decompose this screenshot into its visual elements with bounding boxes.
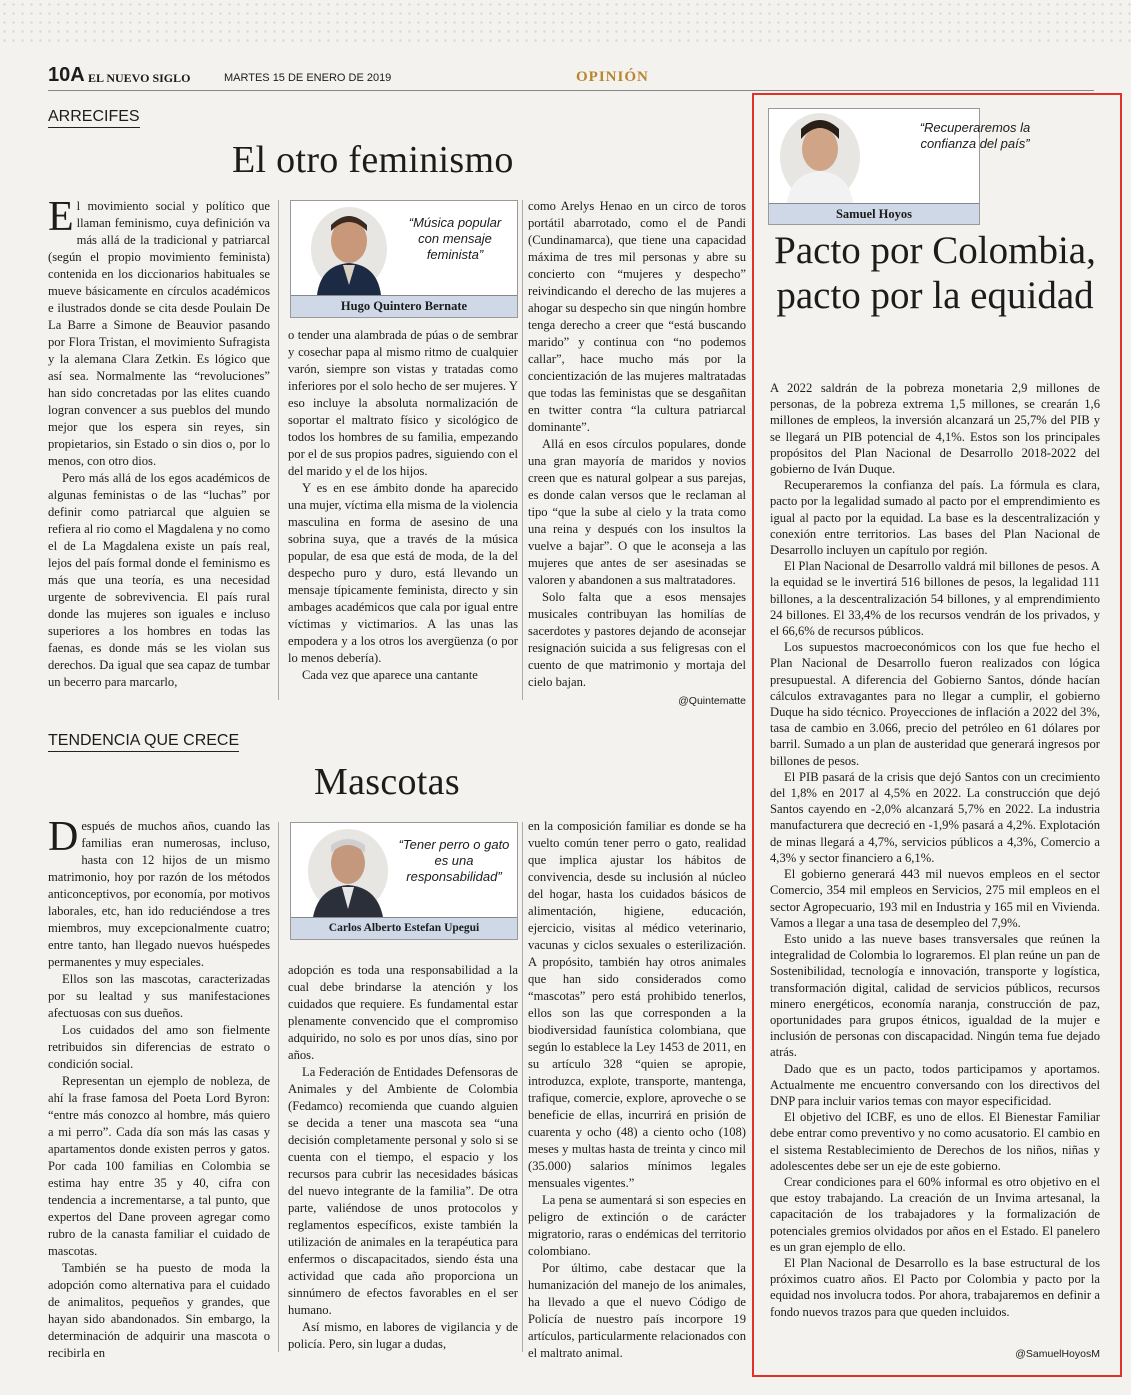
drop-cap: E (48, 194, 74, 240)
article1-col2-p2: Y es en ese ámbito donde ha aparecido una mujer, víctima ella misma de la violencia masculina en forma de asesino de una sobrina suya, que a través de la música popular, de esa que está de moda, de la del despecho puro y duro, está llevando un mensaje típicamente feminista, directo y sin ambages académicos que cala por igual entre víctimas y victimarios. A las unas las empodera y a los otros los avergüenza (o por lo menos debería). (288, 481, 518, 665)
masthead (48, 64, 1094, 91)
article1-col1 (48, 194, 270, 691)
article1-col3 (528, 198, 746, 691)
article1-author: Hugo Quintero Bernate (291, 295, 517, 317)
column-divider (522, 822, 523, 1352)
drop-cap: D (48, 814, 79, 860)
article2-col2 (288, 962, 518, 1353)
article2-col1 (48, 814, 270, 1362)
paper-name: EL NUEVO SIGLO (88, 71, 191, 85)
author-box-2 (290, 822, 518, 940)
article3-credit: @SamuelHoyosM (1015, 1348, 1100, 1360)
author-portrait-1 (307, 205, 391, 295)
article1-col1-p2: Pero más allá de los egos académicos de algunas feministas o de las “luchas” por definir como patriarcal que alguien se refiera al rio como el Magdalena y no como el de La Magdalena existe un país real, lejos del país formal donde el feminismo es más que una teoría, es una necesidad urgente de sobrevivencia. El país rural donde las mujeres son iguales e incluso superiores a los hombres en todas las faenas, es donde más se les violan sus derechos. Da igual que sea capaz de tumbar un becerro para marcarlo, (48, 471, 270, 689)
article2-col1-p5: También se ha puesto de moda la adopción como alternativa para el cuidado de animalitos, pequeños y grandes, que hayan sido abandonados. Sin embargo, la determinación de adquirir una mascota o recibirla en (48, 1261, 270, 1360)
column-divider (278, 200, 279, 700)
page-number: 10A (48, 64, 85, 86)
article2-col1-p3: Los cuidados del amo son fielmente retribuidos sin diferencias de estrato o condición social. (48, 1023, 270, 1071)
article1-col1-p1: El movimiento social y político que llaman feminismo, cuya definición va más allá de la tradicional y patriarcal (según el propio movimiento feminista) contenida en los diccionarios habituales se mueve básicamente en círculos académicos e ilustrados donde se cita desde Poulain De La Barre a Simone de Beauvior pasando por Flora Tristan, el movimiento Sufragista y la alemana Clara Zetkin. Es lógico que así sea. Normalmente las “revoluciones” han sido concretadas por las elites cuando logran convencer a sus pueblos del mundo mejor que los espera sin reyes, sin propietarios, sin Estado o sin dios o, por lo menos, con otro dios. (48, 194, 270, 468)
article2-col2-p1: adopción es toda una responsabilidad a la cual debe brindarse la atención y los cuidados que requiere. Es fundamental estar plenamente convencido que el compromiso adquirido, no solo es por unos días, sino por años. (288, 963, 518, 1062)
article3-body (770, 380, 1100, 1320)
article2-col3-p3: Por último, cabe destacar que la humanización del manejo de los animales, ha llevado a que el nuevo Código de Policía de nuestro país incorpore 19 artículos, particularmente relacionados con el maltrato animal. (528, 1261, 746, 1360)
article3-p4: Los supuestos macroeconómicos con los que fue hecho el Plan Nacional de Desarrollo fueron realizados con lógica presupuestal. A diferencia del Gobierno Santos, dónde hacían cálculos extravagantes para no llegar a cumplir, el gobierno Duque ha sido técnico. Proyecciones de inflación a 2022 del 3%, tasa de cambio en 3.066, precio del petróleo en 61 dólares por barril. Sumado a un plan de austeridad que generará ingresos por billones de pesos. (770, 640, 1100, 768)
article3-p8: Dado que es un pacto, todos participamos y aportamos. Actualmente me encuentro conversando con los directivos del DNP para incluir varios temas con mayor especificidad. (770, 1061, 1100, 1108)
article3-p10: Crear condiciones para el 60% informal es otro objetivo en el que estoy trabajando. La creación de un Invima artesanal, la capacitación de los trabajadores y la formalización de potenciales gremios olvidados por años en el Estado. El panelero es un gran ejemplo de ello. (770, 1174, 1100, 1254)
article3-p9: El objetivo del ICBF, es uno de ellos. El Bienestar Familiar debe entrar como preventivo y no como acusatorio. El cambio en el sistema Restablecimiento de Derechos de los niños, niñas y adolescentes debe ser un eje de este gobierno. (770, 1110, 1100, 1173)
article2-col3 (528, 818, 746, 1362)
article3-quote: “Recuperaremos la confianza del país” (919, 120, 1031, 151)
article2-col3-p1: en la composición familiar es donde se ha vuelto común tener perro o gato, realidad que implica ajustar los hábitos de convivencia, desde su inclusión al núcleo del hogar, hasta los cuidados básicos de alimentación, higiene, educación, ejercicio, visitas al médico veterinario, vacunas y ciclos sexuales o esterilización. A propósito, también hay otros animales que han sido considerados como “mascotas” pero está prohibido tenerlos, ellos son las que corresponden a la biodiversidad faunística colombiana, que según lo establece la Ley 1453 de 2011, en su artículo 328 “quien se apropie, introduzca, explote, transporte, mantenga, trafique, comercie, explore, aproveche o se beneficie de ellas, incurrirá en prisión de cuarenta y ocho (48) a ciento ocho (108) meses y multas hasta de treinta y cinco mil (35.000) salarios mínimos legales mensuales vigentes.” (528, 819, 746, 1190)
article2-col1-p1: Después de muchos años, cuando las familias eran numerosas, incluso, hasta con 12 hijos de un mismo matrimonio, hoy por razón de los métodos anticonceptivos, por economía, por motivos laborales, etc, han ido reduciéndose a tres miembros, muy excepcionalmente cuatro; entre tanto, han llegado nuevos huéspedes permanentes y muy especiales. (48, 814, 270, 969)
article3-p3: El Plan Nacional de Desarrollo valdrá mil billones de pesos. A la equidad se le invertirá 516 billones de pesos, la legalidad 111 billones, a la descentralización 54 billones, y al emprendimiento 24 billones. El 33,4% de los recursos vendrán de los privados, y el 66,6% de recursos públicos. (770, 559, 1100, 639)
article3-p7: Esto unido a las nueve bases transversales que reúnen la integralidad de Colombia lo lograremos. El plan reúne un pan de Sostenibilidad, tecnología e innovación, transporte y logística, transformación digital, calidad de servicios públicos, recursos minero energéticos, economía naranja, construcción de paz, oportunidades para grupos étnicos, igualdad de la mujer e inclusión de personas con discapacidad. Ningún tema fue dejado atrás. (770, 931, 1100, 1060)
article3-p11: El Plan Nacional de Desarrollo es la base estructural de los próximos cuatro años. El Pacto por Colombia y pacto por la equidad nos involucra todos. Por ahora, trabajaremos en definir a fondo nuevos trazos para que queden incluidos. (770, 1255, 1100, 1319)
article2-headline: Mascotas (314, 761, 460, 803)
top-decorative-dots (0, 0, 1131, 48)
article3-headline: Pacto por Colombia, pacto por la equidad (774, 229, 1096, 317)
article2-col2-p2: La Federación de Entidades Defensoras de Animales y del Ambiente de Colombia (Fedamco) recomienda que cuando alguien se decida a tener una mascota sea “una decisión completamente personal y solo si se cuenta con el tiempo, el espacio y los recursos para cubrir las necesidades básicas del nuevo integrante de la familia”. De otra parte, valiéndose de unos protocolos y reglamentos específicos, existe también la utilización de animales en la terapéutica para enfermos o discapacitados, siendo ésta una actividad que cada año proporciona un sinnúmero de efectos favorables en el ser humano. (288, 1065, 518, 1317)
article3-author: Samuel Hoyos (769, 203, 979, 224)
column-divider (278, 822, 279, 1352)
article1-quote: “Música popular con mensaje feminista” (408, 215, 502, 262)
article1-headline: El otro feminismo (232, 139, 514, 181)
article2-kicker: TENDENCIA QUE CRECE (48, 732, 239, 752)
article1-credit: @Quintematte (678, 695, 746, 707)
author-box-1 (290, 200, 518, 318)
article1-col3-p3: Solo falta que a esos mensajes musicales contribuyan las homilías de sacerdotes y pastores dejando de aconsejar resignación suicida a sus feligresas con el cuento de que matrimonio y mortaja del cielo bajan. (528, 590, 746, 689)
article3-p6: El gobierno generará 443 mil nuevos empleos en el sector Comercio, 354 mil empleos en Servicios, 275 mil empleos en el sector Agropecuario, 193 mil en Industria y 165 mil en Vivienda. Vamos a llegar a una tasa de desempleo del 7,9%. (770, 867, 1100, 930)
article2-col1-p4: Representan un ejemplo de nobleza, de ahí la frase famosa del Poeta Lord Byron: “entre más conozco al hombre, más quiero a mi perro”. Cada día son más las casas y apartamentos donde existen perros y gatos. Por cada 100 familias en Colombia se estima hay entre 35 y 40, cifra con tendencia a incrementarse, a tal punto, que expertos del Dane proveen agregar como rubro de la canasta familiar el cuidado de mascotas. (48, 1074, 270, 1258)
author-portrait-3 (777, 111, 863, 203)
article2-col1-p2: Ellos son las mascotas, caracterizadas por su lealtad y sus manifestaciones afectuosas con sus dueños. (48, 972, 270, 1020)
column-divider (522, 200, 523, 700)
article1-col2-p3: Cada vez que aparece una cantante (302, 668, 478, 682)
article2-quote: “Tener perro o gato es una responsabilidad” (398, 837, 510, 884)
article1-kicker: ARRECIFES (48, 108, 140, 128)
article2-author: Carlos Alberto Estefan Upegui (291, 917, 517, 939)
article3-p1: A 2022 saldrán de la pobreza monetaria 2,9 millones de personas, de la pobreza extrema 1,5 millones, se crearán 1,6 millones de empleos, la inversión alcanzará un 25,7% del PIB y se llegará un PIB potencial de 4,1%. Estos son los principales propósitos del Plan Nacional de Desarrollo 2018-2022 del gobierno de Iván Duque. (770, 381, 1100, 477)
article2-col2-p3: Así mismo, en labores de vigilancia y de policía. Pero, sin lugar a dudas, (288, 1320, 518, 1351)
article1-col3-p2: Allá en esos círculos populares, donde una gran mayoría de maridos y novios creen que es natural golpear a sus parejas, es donde calan versos que le reclaman al tipo “que la sube al cielo y la trata como una reina y después con los insultos la vuelve a bajar”. O que le aconseja a las mujeres que antes de ser asesinadas se valoren y abandonen a sus maltratadores. (528, 437, 746, 587)
article2-col3-p2: La pena se aumentará si son especies en peligro de extinción o de carácter migratorio, raras o endémicas del territorio colombiano. (528, 1193, 746, 1258)
section-title: OPINIÓN (576, 69, 649, 85)
article1-col2-p1: o tender una alambrada de púas o de sembrar y cosechar papa al mismo ritmo de cualquier varón, siempre son vistas y tratadas como inferiores por el solo hecho de ser mujeres. Y eso incluye la absoluta normalización de soportar el maltrato físico y sicológico de todos los hombres de su familia, empezando por el de sus propios padres, siguiendo con el del marido y el de los hijos. (288, 328, 518, 478)
issue-date: MARTES 15 DE ENERO DE 2019 (224, 72, 392, 84)
article1-col3-p1: como Arelys Henao en un circo de toros portátil abarrotado, como el de Pandi (Cundinamarca), que tiene una capacidad máxima de tres mil personas y abre su concierto con “mujeres y despecho” reivindicando el derecho de las mujeres a ahogar su despecho sin que ningún hombre tenga derecho a creer que “está buscando marido” y continua con “no podemos callar”, hace mucho más por la concientización de las mujeres maltratadas que todas las feministas que se desgañitan en twitter contra “la cultura patriarcal dominante”. (528, 199, 746, 434)
article3-p2: Recuperaremos la confianza del país. La fórmula es clara, pacto por la legalidad sumado al pacto por el emprendimiento es igual al pacto por la equidad. La base es la descentralización y conexión entre territorios. Las bases del Plan Nacional de Desarrollo incluyen un capítulo por región. (770, 478, 1100, 558)
author-portrait-2 (305, 827, 391, 917)
article1-col2 (288, 327, 518, 684)
article3-p5: El PIB pasará de la crisis que dejó Santos con un crecimiento del 1,8% en 2017 al 4,5% en 2022. La construcción que dejó Santos cayendo en -2,0% alcanzará 5,7% en 2022. La industria manufacturera que decreció en -1,9% pasará a 4,2%. Explotación de minas llegará a 4,7%, servicios públicos a 4,3%, Comercio a 4,3% y sector financiero a 6,1%. (770, 769, 1100, 865)
